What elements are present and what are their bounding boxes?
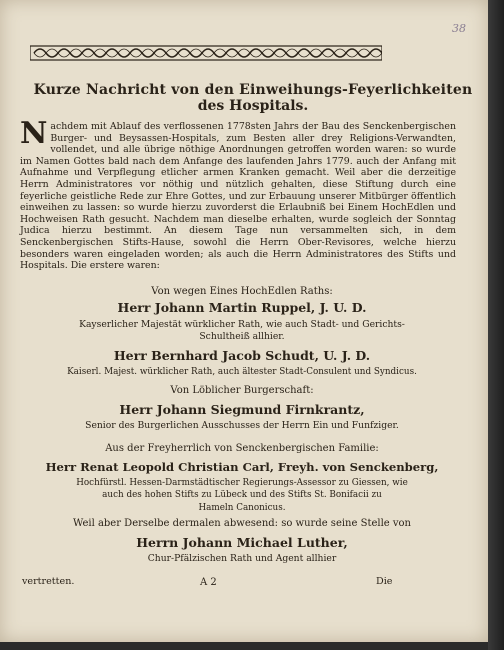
catchword-right: Die: [376, 576, 393, 587]
absence-person-title: Chur-Pfälzischen Rath und Agent allhier: [147, 553, 337, 564]
intro-paragraph: [20, 116, 456, 272]
family-heading: Aus der Freyherrlich von Senckenbergischen Familie:: [105, 443, 379, 454]
council-person-1-name: Herr Johann Martin Ruppel, J. U. D.: [117, 300, 367, 315]
council-person-1-title-a: Kayserlicher Majestät würklicher Rath, wie auch Stadt- und Gerichts-: [79, 319, 405, 330]
folio-number: 38: [452, 22, 466, 35]
council-person-2-title: Kaiserl. Majest. würklicher Rath, auch ältester Stadt-Consulent und Syndicus.: [67, 367, 417, 377]
burghers-person-name: Herr Johann Siegmund Firnkrantz,: [119, 402, 365, 417]
page-edge-shadow: [488, 0, 504, 650]
council-heading: Von wegen Eines HochEdlen Raths:: [151, 286, 333, 297]
drop-cap: N: [20, 116, 48, 151]
council-person-1-title-b: Schultheiß allhier.: [199, 331, 285, 342]
absence-line: Weil aber Derselbe dermalen abwesend: so wurde seine Stelle von: [72, 518, 411, 529]
intro-text: achdem mit Ablauf des verflossenen 1778sten Jahrs der Bau des Senckenbergischen Burger- und Beysassen-Hospitals, zum Besten aller drey Religions-Verwandten, vollendet, und alle übrige nöthige Anordnungen getroffen worden waren: so wurde im Namen Gottes bald nach dem Anfange des laufenden Jahrs 1779. auch der Anfang mit Aufnahme und Verpflegung etlicher armen Kranken gemacht. Weil aber die derzeitige Herrn Administratores vor nöthig und nützlich gehalten, diese Stiftung durch eine feyerliche geistliche Rede zur Ehre Gottes, und zur Erbauung unserer Mitbürger öffentlich einweihen zu lassen: so wurde hierzu zuvorderst die Erlaubniß bei Einem HochEdlen und Hochweisen Rath gesucht. Nachdem man dieselbe erhalten, wurde sogleich der Sonntag Judica hierzu bestimmt. An diesem Tage nun versammelten sich, in dem Senckenbergischen Stifts-Hause, sowohl die Herrn Ober-Revisores, welche hierzu besonders waren eingeladen worden; als auch die Herrn Administratores des Stifts und Hospitals. Die erstere waren:: [20, 121, 456, 272]
title-block: [18, 82, 488, 114]
family-line-b: auch des hohen Stifts zu Lübeck und des Stifts St. Bonifacii zu: [102, 490, 382, 500]
family-line-a: Hochfürstl. Hessen-Darmstädtischer Regierungs-Assessor zu Giessen, wie: [76, 478, 408, 488]
family-person-name: Herr Renat Leopold Christian Carl, Freyh. von Senckenberg,: [45, 460, 439, 474]
title-line-2: des Hospitals.: [197, 98, 309, 114]
title-line-1: Kurze Nachricht von den Einweihungs-Feyerlichkeiten: [33, 82, 473, 98]
burghers-person-title: Senior des Burgerlichen Ausschusses der Herrn Ein und Funfziger.: [85, 420, 399, 431]
ornament-border: [30, 44, 382, 62]
council-person-2-name: Herr Bernhard Jacob Schudt, U. J. D.: [113, 348, 371, 363]
catchword-left: vertretten.: [22, 576, 75, 587]
family-line-c: Hameln Canonicus.: [198, 503, 286, 513]
absence-person-name: Herrn Johann Michael Luther,: [136, 535, 348, 550]
burghers-heading: Von Löblicher Burgerschaft:: [170, 385, 314, 396]
signature-mark: A 2: [200, 577, 217, 588]
